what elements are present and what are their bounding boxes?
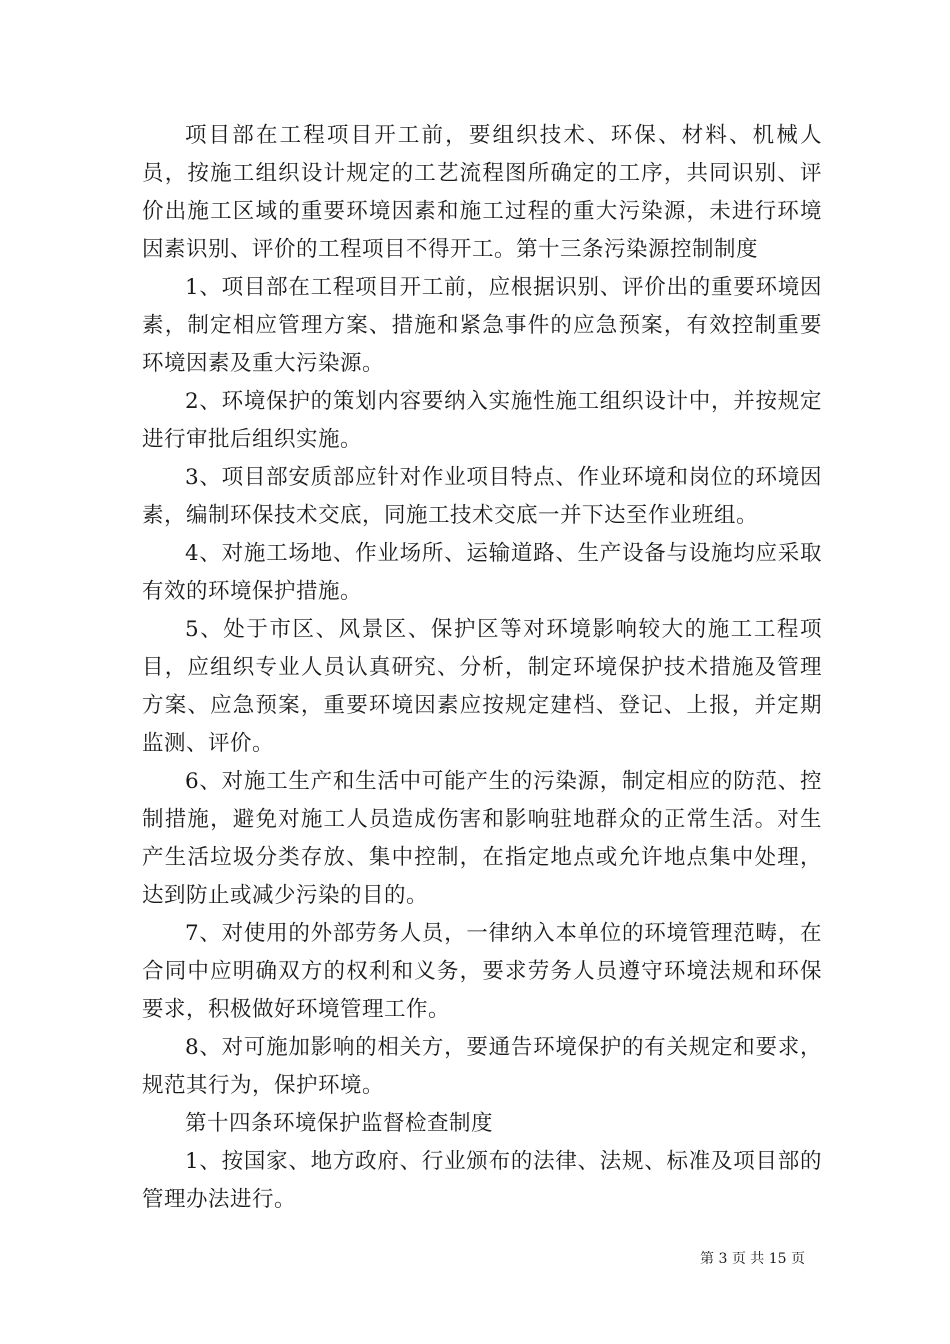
paragraph-item-3: 3、项目部安质部应针对作业项目特点、作业环境和岗位的环境因素，编制环保技术交底，同施工技术交底一并下达至作业班组。 (142, 465, 822, 528)
paragraph-intro: 项目部在工程项目开工前，要组织技术、环保、材料、机械人员，按施工组织设计规定的工艺流程图所确定的工序，共同识别、评价出施工区域的重要环境因素和施工过程的重大污染源，未进行环境因素识别、评价的工程项目不得开工。第十三条污染源控制制度 (142, 123, 822, 262)
paragraph-item-1: 1、项目部在工程项目开工前，应根据识别、评价出的重要环境因素，制定相应管理方案、措施和紧急事件的应急预案，有效控制重要环境因素及重大污染源。 (142, 275, 822, 376)
section-heading-article-14: 第十四条环境保护监督检查制度 (185, 1111, 494, 1136)
paragraph-item-8: 8、对可施加影响的相关方，要通告环境保护的有关规定和要求，规范其行为，保护环境。 (142, 1035, 822, 1098)
paragraph-item-4: 4、对施工场地、作业场所、运输道路、生产设备与设施均应采取有效的环境保护措施。 (142, 541, 822, 604)
document-body (142, 117, 822, 1219)
paragraph-item-5: 5、处于市区、风景区、保护区等对环境影响较大的施工工程项目，应组织专业人员认真研究、分析，制定环境保护技术措施及管理方案、应急预案，重要环境因素应按规定建档、登记、上报，并定期监测、评价。 (142, 617, 822, 756)
paragraph-article-14-item-1: 1、按国家、地方政府、行业颁布的法律、法规、标准及项目部的管理办法进行。 (142, 1149, 822, 1212)
paragraph-item-6: 6、对施工生产和生活中可能产生的污染源，制定相应的防范、控制措施，避免对施工人员造成伤害和影响驻地群众的正常生活。对生产生活垃圾分类存放、集中控制，在指定地点或允许地点集中处理，达到防止或减少污染的目的。 (142, 769, 822, 908)
page-number-footer: 第 3 页 共 15 页 (700, 1251, 805, 1267)
paragraph-item-7: 7、对使用的外部劳务人员，一律纳入本单位的环境管理范畴，在合同中应明确双方的权利和义务，要求劳务人员遵守环境法规和环保要求，积极做好环境管理工作。 (142, 921, 822, 1022)
paragraph-item-2: 2、环境保护的策划内容要纳入实施性施工组织设计中，并按规定进行审批后组织实施。 (142, 389, 822, 452)
